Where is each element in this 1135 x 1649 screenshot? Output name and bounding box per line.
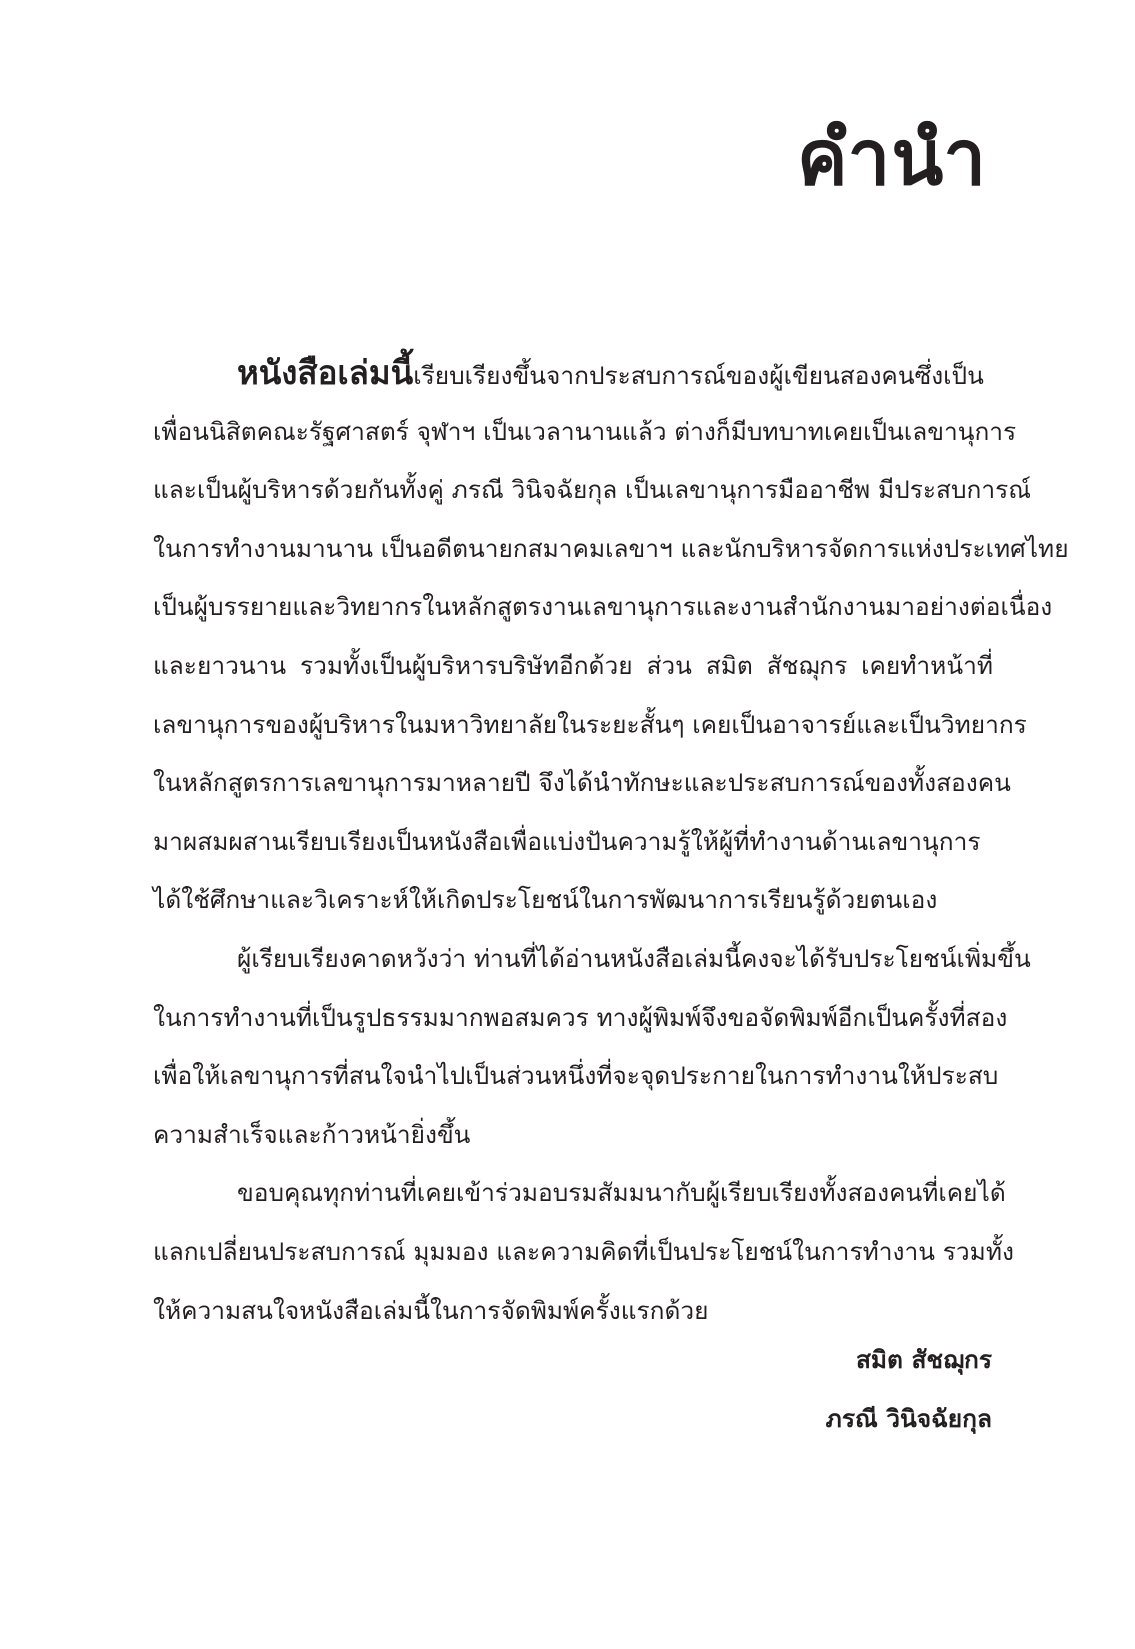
paragraph-1-line-1 [153,344,993,403]
paragraph-3-line-2: แลกเปลี่ยนประสบการณ์ มุมมอง และความคิดที่เป็นประโยชน์ในการทำงาน รวมทั้ง [153,1236,1014,1266]
signature-author-2: ภรณี วินิจฉัยกุล [825,1404,992,1433]
paragraph-1-line-9: มาผสมผสานเรียบเรียงเป็นหนังสือเพื่อแบ่งปันความรู้ให้ผู้ที่ทำงานด้านเลขานุการ [153,826,981,856]
paragraph-1-line-8: ในหลักสูตรการเลขานุการมาหลายปี จึงได้นำทักษะและประสบการณ์ของทั้งสองคน [153,768,1011,798]
paragraph-1-line-4: ในการทำงานมานาน เป็นอดีตนายกสมาคมเลขาฯ และนักบริหารจัดการแห่งประเทศไทย [153,533,1069,563]
paragraph-2-line-2: ในการทำงานที่เป็นรูปธรรมมากพอสมควร ทางผู้พิมพ์จึงขอจัดพิมพ์อีกเป็นครั้งที่สอง [153,1002,1008,1032]
signature-author-1: สมิต สัชฌุกร [855,1345,992,1374]
paragraph-1-line-6: และยาวนาน รวมทั้งเป็นผู้บริหารบริษัทอีกด้วย ส่วน สมิต สัชฌุกร เคยทำหน้าที่ [153,650,993,680]
paragraph-3-line-3: ให้ความสนใจหนังสือเล่มนี้ในการจัดพิมพ์ครั้งแรกด้วย [153,1295,709,1325]
paragraph-1-line-7: เลขานุการของผู้บริหารในมหาวิทยาลัยในระยะสั้นๆ เคยเป็นอาจารย์และเป็นวิทยากร [153,709,1027,739]
paragraph-1-text: เรียบเรียงขึ้นจากประสบการณ์ของผู้เขียนสองคนซึ่งเป็น [413,361,984,390]
paragraph-2-line-4: ความสำเร็จและก้าวหน้ายิ่งขึ้น [153,1119,471,1149]
paragraph-2-line-1: ผู้เรียบเรียงคาดหวังว่า ท่านที่ได้อ่านหนังสือเล่มนี้คงจะได้รับประโยชน์เพิ่มขึ้น [237,943,1031,973]
paragraph-1-line-2: เพื่อนนิสิตคณะรัฐศาสตร์ จุฬาฯ เป็นเวลานานแล้ว ต่างก็มีบทบาทเคยเป็นเลขานุการ [153,416,1017,446]
paragraph-1-line-3: และเป็นผู้บริหารด้วยกันทั้งคู่ ภรณี วินิจฉัยกุล เป็นเลขานุการมืออาชีพ มีประสบการณ์ [153,475,1032,505]
paragraph-3-line-1: ขอบคุณทุกท่านที่เคยเข้าร่วมอบรมสัมมนากับผู้เรียบเรียงทั้งสองคนที่เคยได้ [237,1178,1006,1208]
preface-body [153,344,1069,1340]
paragraph-1-line-5: เป็นผู้บรรยายและวิทยากรในหลักสูตรงานเลขานุการและงานสำนักงานมาอย่างต่อเนื่อง [153,592,1053,622]
lead-phrase: หนังสือเล่มนี้ [237,353,414,392]
page-title: คำนำ [796,113,987,202]
paragraph-2-line-3: เพื่อให้เลขานุการที่สนใจนำไปเป็นส่วนหนึ่งที่จะจุดประกายในการทำงานให้ประสบ [153,1061,999,1091]
paragraph-1-line-10: ได้ใช้ศึกษาและวิเคราะห์ให้เกิดประโยชน์ในการพัฒนาการเรียนรู้ด้วยตนเอง [153,885,938,915]
